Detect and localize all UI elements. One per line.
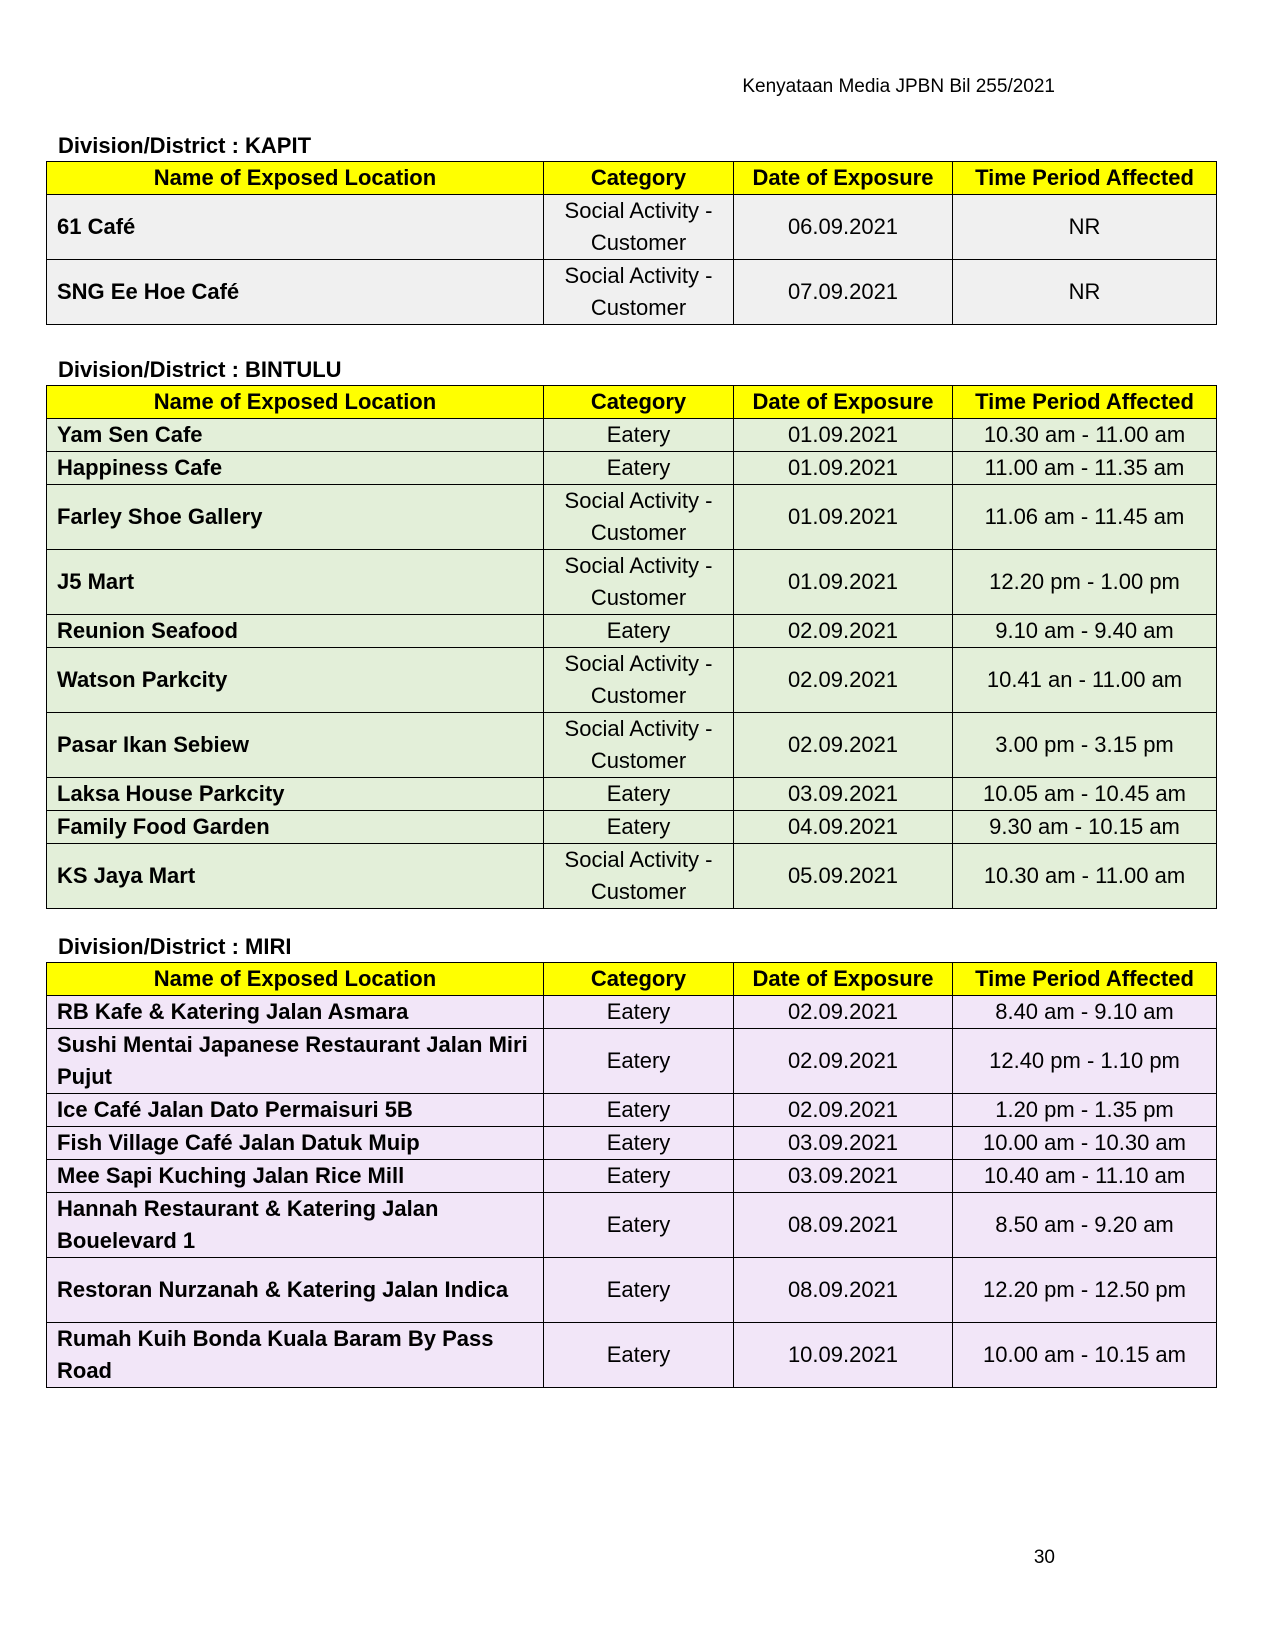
table-row xyxy=(47,1258,1217,1323)
date-cell: 02.09.2021 xyxy=(734,648,953,713)
time-period-cell: 8.40 am - 9.10 am xyxy=(953,996,1217,1029)
category-cell: Eatery xyxy=(544,1127,734,1160)
column-header-date: Date of Exposure xyxy=(734,963,953,996)
category-cell: Social Activity - Customer xyxy=(544,550,734,615)
table-row xyxy=(47,1029,1217,1094)
category-cell: Eatery xyxy=(544,1193,734,1258)
table-row xyxy=(47,1127,1217,1160)
time-period-cell: 12.20 pm - 1.00 pm xyxy=(953,550,1217,615)
column-header-category: Category xyxy=(544,162,734,195)
location-cell: Rumah Kuih Bonda Kuala Baram By Pass Road xyxy=(47,1323,544,1388)
location-cell: Yam Sen Cafe xyxy=(47,419,544,452)
time-period-cell: 10.30 am - 11.00 am xyxy=(953,844,1217,909)
column-header-category: Category xyxy=(544,386,734,419)
date-cell: 08.09.2021 xyxy=(734,1258,953,1323)
time-period-cell: 8.50 am - 9.20 am xyxy=(953,1193,1217,1258)
date-cell: 10.09.2021 xyxy=(734,1323,953,1388)
location-cell: J5 Mart xyxy=(47,550,544,615)
table-row xyxy=(47,996,1217,1029)
page-number: 30 xyxy=(1033,1547,1055,1568)
category-cell: Eatery xyxy=(544,811,734,844)
table-row xyxy=(47,260,1217,325)
section-bintulu xyxy=(46,355,1216,909)
column-header-date: Date of Exposure xyxy=(734,162,953,195)
category-cell: Eatery xyxy=(544,1160,734,1193)
location-cell: Sushi Mentai Japanese Restaurant Jalan Miri Pujut xyxy=(47,1029,544,1094)
location-cell: Ice Café Jalan Dato Permaisuri 5B xyxy=(47,1094,544,1127)
location-cell: SNG Ee Hoe Café xyxy=(47,260,544,325)
time-period-cell: NR xyxy=(953,260,1217,325)
location-cell: Laksa House Parkcity xyxy=(47,778,544,811)
time-period-cell: 10.00 am - 10.15 am xyxy=(953,1323,1217,1388)
category-cell: Eatery xyxy=(544,1094,734,1127)
table-row xyxy=(47,195,1217,260)
table-row xyxy=(47,1323,1217,1388)
exposure-table xyxy=(46,161,1217,325)
category-cell: Eatery xyxy=(544,615,734,648)
category-cell: Eatery xyxy=(544,778,734,811)
table-row xyxy=(47,811,1217,844)
time-period-cell: 10.05 am - 10.45 am xyxy=(953,778,1217,811)
table-row xyxy=(47,1193,1217,1258)
category-cell: Eatery xyxy=(544,1029,734,1094)
time-period-cell: 11.00 am - 11.35 am xyxy=(953,452,1217,485)
category-cell: Social Activity - Customer xyxy=(544,195,734,260)
location-cell: Farley Shoe Gallery xyxy=(47,485,544,550)
section-title: Division/District : MIRI xyxy=(58,934,292,959)
category-cell: Eatery xyxy=(544,419,734,452)
location-cell: Reunion Seafood xyxy=(47,615,544,648)
column-header-location: Name of Exposed Location xyxy=(47,386,544,419)
date-cell: 03.09.2021 xyxy=(734,1127,953,1160)
table-row xyxy=(47,1094,1217,1127)
time-period-cell: 10.40 am - 11.10 am xyxy=(953,1160,1217,1193)
time-period-cell: 1.20 pm - 1.35 pm xyxy=(953,1094,1217,1127)
exposure-table xyxy=(46,962,1217,1388)
location-cell: RB Kafe & Katering Jalan Asmara xyxy=(47,996,544,1029)
time-period-cell: NR xyxy=(953,195,1217,260)
column-header-location: Name of Exposed Location xyxy=(47,162,544,195)
column-header-date: Date of Exposure xyxy=(734,386,953,419)
exposure-table xyxy=(46,385,1217,909)
time-period-cell: 10.30 am - 11.00 am xyxy=(953,419,1217,452)
category-cell: Social Activity - Customer xyxy=(544,844,734,909)
date-cell: 02.09.2021 xyxy=(734,996,953,1029)
category-cell: Social Activity - Customer xyxy=(544,485,734,550)
section-title: Division/District : BINTULU xyxy=(58,357,342,382)
table-row xyxy=(47,713,1217,778)
section-miri xyxy=(46,932,1216,1388)
category-cell: Social Activity - Customer xyxy=(544,648,734,713)
document-reference: Kenyataan Media JPBN Bil 255/2021 xyxy=(742,76,1055,97)
table-row xyxy=(47,615,1217,648)
date-cell: 06.09.2021 xyxy=(734,195,953,260)
category-cell: Eatery xyxy=(544,1323,734,1388)
location-cell: Happiness Cafe xyxy=(47,452,544,485)
location-cell: Family Food Garden xyxy=(47,811,544,844)
table-row xyxy=(47,419,1217,452)
time-period-cell: 10.00 am - 10.30 am xyxy=(953,1127,1217,1160)
table-row xyxy=(47,550,1217,615)
date-cell: 02.09.2021 xyxy=(734,1094,953,1127)
time-period-cell: 12.20 pm - 12.50 pm xyxy=(953,1258,1217,1323)
date-cell: 03.09.2021 xyxy=(734,1160,953,1193)
table-row xyxy=(47,778,1217,811)
category-cell: Eatery xyxy=(544,996,734,1029)
table-row xyxy=(47,844,1217,909)
location-cell: Fish Village Café Jalan Datuk Muip xyxy=(47,1127,544,1160)
category-cell: Eatery xyxy=(544,452,734,485)
time-period-cell: 11.06 am - 11.45 am xyxy=(953,485,1217,550)
date-cell: 01.09.2021 xyxy=(734,452,953,485)
date-cell: 02.09.2021 xyxy=(734,615,953,648)
location-cell: Pasar Ikan Sebiew xyxy=(47,713,544,778)
table-row xyxy=(47,1160,1217,1193)
location-cell: 61 Café xyxy=(47,195,544,260)
location-cell: Restoran Nurzanah & Katering Jalan Indica xyxy=(47,1258,544,1323)
time-period-cell: 3.00 pm - 3.15 pm xyxy=(953,713,1217,778)
table-row xyxy=(47,452,1217,485)
date-cell: 01.09.2021 xyxy=(734,550,953,615)
column-header-location: Name of Exposed Location xyxy=(47,963,544,996)
location-cell: Watson Parkcity xyxy=(47,648,544,713)
section-title: Division/District : KAPIT xyxy=(58,133,312,158)
category-cell: Social Activity - Customer xyxy=(544,260,734,325)
table-row xyxy=(47,648,1217,713)
date-cell: 04.09.2021 xyxy=(734,811,953,844)
column-header-time: Time Period Affected xyxy=(953,162,1217,195)
column-header-time: Time Period Affected xyxy=(953,963,1217,996)
location-cell: Mee Sapi Kuching Jalan Rice Mill xyxy=(47,1160,544,1193)
column-header-time: Time Period Affected xyxy=(953,386,1217,419)
date-cell: 07.09.2021 xyxy=(734,260,953,325)
date-cell: 01.09.2021 xyxy=(734,419,953,452)
location-cell: Hannah Restaurant & Katering Jalan Bouelevard 1 xyxy=(47,1193,544,1258)
location-cell: KS Jaya Mart xyxy=(47,844,544,909)
table-row xyxy=(47,485,1217,550)
date-cell: 08.09.2021 xyxy=(734,1193,953,1258)
date-cell: 05.09.2021 xyxy=(734,844,953,909)
date-cell: 02.09.2021 xyxy=(734,713,953,778)
category-cell: Social Activity - Customer xyxy=(544,713,734,778)
time-period-cell: 9.10 am - 9.40 am xyxy=(953,615,1217,648)
time-period-cell: 12.40 pm - 1.10 pm xyxy=(953,1029,1217,1094)
section-kapit xyxy=(46,131,1216,325)
date-cell: 02.09.2021 xyxy=(734,1029,953,1094)
category-cell: Eatery xyxy=(544,1258,734,1323)
column-header-category: Category xyxy=(544,963,734,996)
date-cell: 03.09.2021 xyxy=(734,778,953,811)
time-period-cell: 9.30 am - 10.15 am xyxy=(953,811,1217,844)
date-cell: 01.09.2021 xyxy=(734,485,953,550)
time-period-cell: 10.41 an - 11.00 am xyxy=(953,648,1217,713)
